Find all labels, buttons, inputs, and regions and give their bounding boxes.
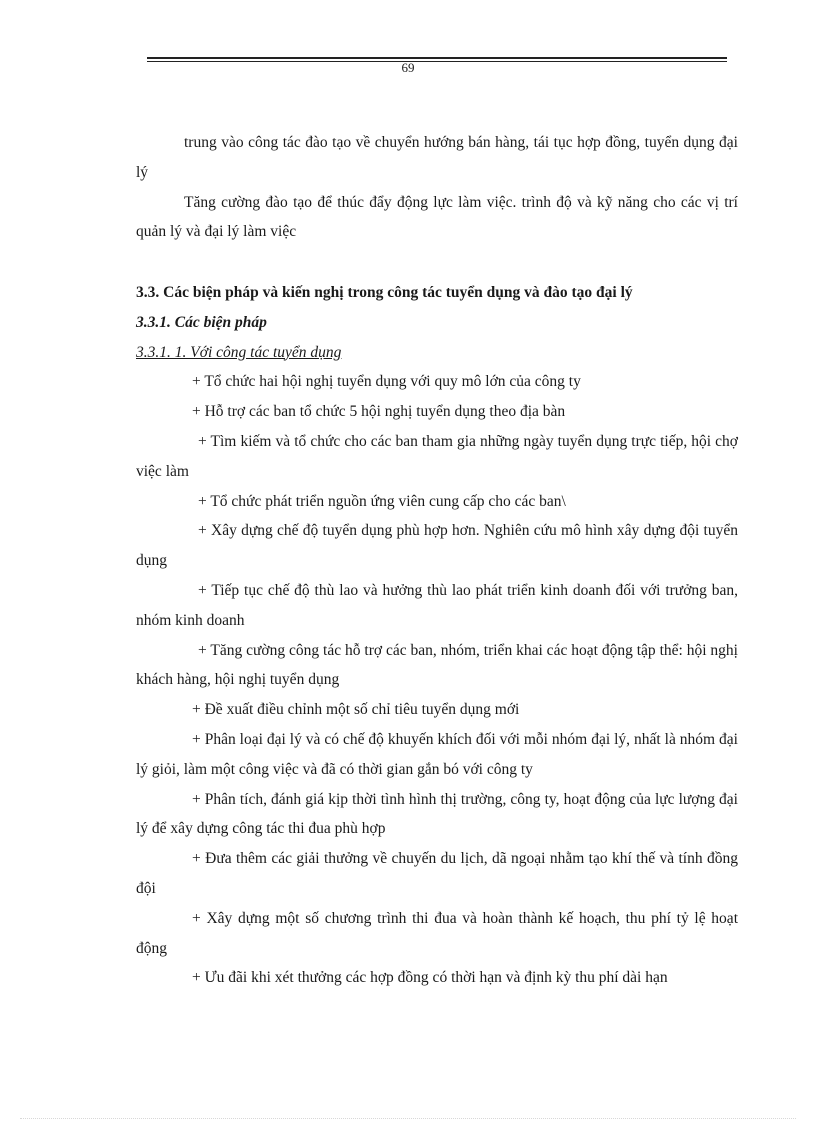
list-item: + Xây dựng một số chương trình thi đua và hoàn thành kế hoạch, thu phí tỷ lệ hoạt động [136, 909, 738, 957]
subsubsection-heading: 3.3.1. 1. Với công tác tuyển dụng [136, 343, 342, 361]
list-item: + Tổ chức phát triển nguồn ứng viên cung cấp cho các ban\ [198, 492, 566, 510]
list-item: + Phân tích, đánh giá kịp thời tình hình thị trường, công ty, hoạt động của lực lượng đại lý để xây dựng công tác thi đua phù hợp [136, 790, 738, 838]
intro-paragraph-2: Tăng cường đào tạo để thúc đẩy động lực làm việc. trình độ và kỹ năng cho các vị trí quản lý và đại lý làm việc [136, 193, 738, 241]
page-number: 69 [401, 60, 415, 75]
list-item: + Xây dựng chế độ tuyển dụng phù hợp hơn. Nghiên cứu mô hình xây dựng đội tuyển dụng [136, 522, 738, 570]
list-item: + Tăng cường công tác hỗ trợ các ban, nhóm, triển khai các hoạt động tập thể: hội nghị khách hàng, hội nghị tuyển dụng [136, 641, 738, 689]
list-item: + Ưu đãi khi xét thưởng các hợp đồng có thời hạn và định kỳ thu phí dài hạn [192, 969, 668, 987]
intro-paragraph-1: trung vào công tác đào tạo về chuyển hướng bán hàng, tái tục hợp đồng, tuyển dụng đại lý [136, 134, 738, 181]
intro-block [136, 128, 738, 247]
list-item: + Phân loại đại lý và có chế độ khuyến khích đối với mỗi nhóm đại lý, nhất là nhóm đại lý giỏi, làm một công việc và đã có thời gian gắn bó với công ty [136, 730, 738, 778]
list-item: + Tổ chức hai hội nghị tuyển dụng với quy mô lớn của công ty [192, 373, 581, 391]
list-item: + Đề xuất điều chỉnh một số chỉ tiêu tuyển dụng mới [192, 701, 520, 719]
subsection-heading: 3.3.1. Các biện pháp [136, 313, 267, 331]
section-heading: 3.3. Các biện pháp và kiến nghị trong công tác tuyển dụng và đào tạo đại lý [136, 284, 633, 301]
section-block [136, 278, 738, 993]
list-item: + Đưa thêm các giải thưởng về chuyến du lịch, dã ngoại nhằm tạo khí thế và tính đồng đội [136, 850, 738, 897]
list-item: + Tiếp tục chế độ thù lao và hưởng thù lao phát triển kinh doanh đối với trưởng ban, nhóm kinh doanh [136, 581, 738, 629]
header-rule-thick [147, 57, 727, 59]
list-item: + Tìm kiếm và tổ chức cho các ban tham gia những ngày tuyển dụng trực tiếp, hội chợ việc làm [136, 432, 738, 480]
list-item: + Hỗ trợ các ban tổ chức 5 hội nghị tuyển dụng theo địa bàn [192, 403, 566, 421]
page-bottom-edge [20, 1118, 796, 1119]
